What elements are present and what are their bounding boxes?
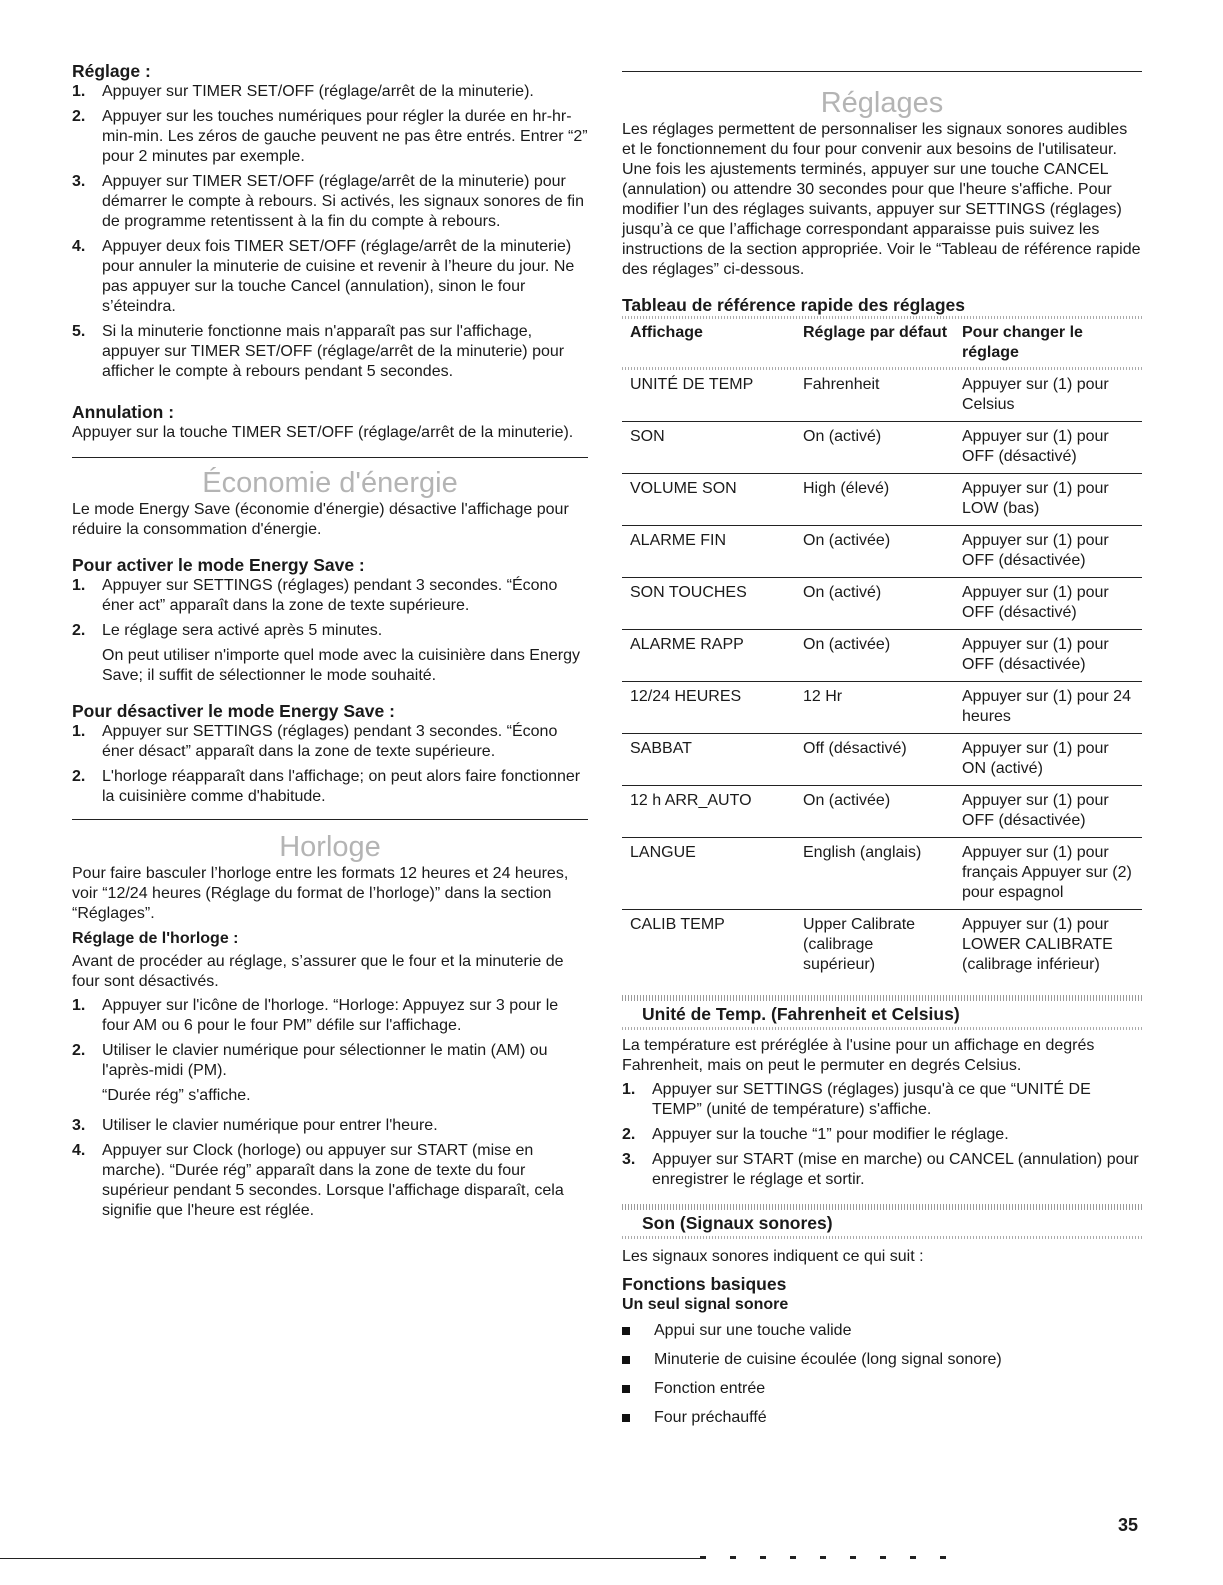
list-item: 1. Appuyer sur l'icône de l'horloge. “Horloge: Appuyez sur 3 pour le four AM ou 6 pour le four PM” défile sur l'affichage. — [72, 997, 559, 1034]
section-divider — [622, 1027, 1142, 1030]
table-header-row — [622, 319, 1142, 367]
table-cell: 12 Hr — [795, 682, 954, 734]
table-row — [622, 474, 1142, 526]
table-cell: On (activé) — [795, 578, 954, 630]
activer-steps — [72, 576, 588, 641]
list-item: Minuterie de cuisine écoulée (long signal sonore) — [622, 1350, 1142, 1370]
table-cell: 12/24 HEURES — [622, 682, 795, 734]
table-row — [622, 370, 1142, 422]
table-cell: LANGUE — [622, 838, 795, 910]
list-item: Appui sur une touche valide — [622, 1321, 1142, 1341]
table-row — [622, 786, 1142, 838]
section-divider — [622, 1236, 1142, 1239]
table-cell: On (activée) — [795, 786, 954, 838]
list-item: 4. Appuyer deux fois TIMER SET/OFF (réglage/arrêt de la minuterie) pour annuler la minuterie de cuisine et revenir à l’heure du jour. Ne pas appuyer sur la touche Cancel (annulation), sinon le four s’éteindra. — [72, 238, 575, 315]
table-cell: Appuyer sur (1) pour ON (activé) — [954, 734, 1142, 786]
list-item: 2. Utiliser le clavier numérique pour sélectionner le matin (AM) ou l'après-midi (PM). — [72, 1042, 548, 1079]
right-column — [622, 71, 1142, 1437]
activer-heading: Pour activer le mode Energy Save : — [72, 555, 365, 575]
section-divider — [622, 71, 1142, 72]
desactiver-steps — [72, 722, 588, 807]
table-cell: ALARME FIN — [622, 526, 795, 578]
list-item: 5. Si la minuterie fonctionne mais n'apparaît pas sur l'affichage, appuyer sur TIMER SET/OFF (réglage/arrêt de la minuterie) pour afficher le compte à rebours pendant 5 secondes. — [72, 323, 565, 380]
settings-table — [622, 319, 1142, 981]
unite-heading: Unité de Temp. (Fahrenheit et Celsius) — [642, 1004, 960, 1024]
table-row — [622, 682, 1142, 734]
table-cell: Appuyer sur (1) pour français Appuyer sur (2) pour espagnol — [954, 838, 1142, 910]
table-cell: Appuyer sur (1) pour OFF (désactivée) — [954, 526, 1142, 578]
table-cell: Appuyer sur (1) pour LOWER CALIBRATE (calibrage inférieur) — [962, 916, 1113, 973]
table-row — [622, 422, 1142, 474]
footer-marks — [700, 1556, 960, 1559]
reglage-heading: Réglage : — [72, 61, 151, 81]
section-divider — [72, 819, 588, 820]
list-item: 3. Appuyer sur START (mise en marche) ou CANCEL (annulation) pour enregistrer le réglage et sortir. — [622, 1151, 1139, 1188]
section-divider — [72, 457, 588, 458]
table-cell: SABBAT — [622, 734, 795, 786]
desactiver-heading: Pour désactiver le mode Energy Save : — [72, 701, 395, 721]
table-cell: ALARME RAPP — [622, 630, 795, 682]
column-header: Réglage par défaut — [803, 324, 948, 341]
table-cell: English (anglais) — [795, 838, 954, 910]
table-cell: Fahrenheit — [795, 370, 954, 422]
annulation-text: Appuyer sur la touche TIMER SET/OFF (réglage/arrêt de la minuterie). — [72, 424, 574, 441]
table-cell: High (élevé) — [795, 474, 954, 526]
horloge-steps — [72, 996, 588, 1081]
table-row — [622, 734, 1142, 786]
list-item: 2. Le réglage sera activé après 5 minutes. — [72, 622, 383, 639]
column-header: Affichage — [630, 324, 703, 341]
table-cell: On (activée) — [795, 630, 954, 682]
table-cell: Appuyer sur (1) pour OFF (désactivé) — [954, 578, 1142, 630]
horloge-steps-cont — [72, 1116, 588, 1221]
reglages-title: Réglages — [820, 87, 944, 119]
horloge-title: Horloge — [279, 831, 381, 863]
left-column — [72, 60, 588, 1221]
activer-note: On peut utiliser n'importe quel mode avec la cuisinière dans Energy Save; il suffit de sélectionner le mode souhaité. — [102, 647, 580, 684]
single-signal-heading: Un seul signal sonore — [622, 1296, 789, 1313]
list-item: 4. Appuyer sur Clock (horloge) ou appuyer sur START (mise en marche). “Durée rég” apparaît dans la zone de texte du four supérieur pendant 5 secondes. Lorsque l'affichage disparaît, cela signifie que l'heure est réglée. — [72, 1142, 564, 1219]
list-item: 1. Appuyer sur TIMER SET/OFF (réglage/arrêt de la minuterie). — [72, 83, 534, 100]
table-cell: Appuyer sur (1) pour LOW (bas) — [954, 474, 1142, 526]
table-cell: Upper Calibrate (calibrage supérieur) — [803, 916, 916, 973]
reglage-horloge-intro: Avant de procéder au réglage, s’assurer que le four et la minuterie de four sont désactivés. — [72, 953, 564, 990]
table-cell: Appuyer sur (1) pour Celsius — [954, 370, 1142, 422]
list-item: 3. Utiliser le clavier numérique pour entrer l'heure. — [72, 1117, 438, 1134]
table-cell: On (activée) — [795, 526, 954, 578]
list-item: 1. Appuyer sur SETTINGS (réglages) pendant 3 secondes. “Écono éner act” apparaît dans la zone de texte supérieure. — [72, 577, 558, 614]
list-item: 2. Appuyer sur la touche “1” pour modifier le réglage. — [622, 1126, 1009, 1143]
table-row — [622, 526, 1142, 578]
son-intro: Les signaux sonores indiquent ce qui suit : — [622, 1248, 924, 1265]
list-item: 1. Appuyer sur SETTINGS (réglages) pendant 3 secondes. “Écono éner désact” apparaît dans la zone de texte supérieure. — [72, 723, 558, 760]
annulation-heading: Annulation : — [72, 402, 175, 422]
table-cell: SON — [622, 422, 795, 474]
horloge-intro: Pour faire basculer l’horloge entre les formats 12 heures et 24 heures, voir “12/24 heures (Réglage du format de l’horloge)” dans la section “Réglages”. — [72, 865, 569, 922]
fonctions-heading: Fonctions basiques — [622, 1274, 787, 1294]
reglages-intro: Les réglages permettent de personnaliser les signaux sonores audibles et le fonctionnement du four pour convenir aux besoins de l'utilisateur. Une fois les ajustements terminés, appuyer sur une touche CANCEL (annulation) ou attendre 30 secondes pour que l'heure s'affiche. Pour modifier l’un des réglages suivants, appuyer sur SETTINGS (réglages) jusqu’à ce que l’affichage correspondant apparaisse puis suivez les instructions de la section appropriée. Voir le “Tableau de référence rapide des réglages” ci-dessous. — [622, 121, 1141, 278]
horloge-note: “Durée rég” s'affiche. — [102, 1087, 251, 1104]
economie-title: Économie d'énergie — [202, 467, 458, 499]
page-number: 35 — [1118, 1515, 1139, 1535]
list-item: Fonction entrée — [622, 1379, 1142, 1399]
list-item: 3. Appuyer sur TIMER SET/OFF (réglage/arrêt de la minuterie) pour démarrer le compte à rebours. Si activés, les signaux sonores de fin de programme retentissent à la fin du compte à rebours. — [72, 173, 585, 230]
table-cell: Appuyer sur (1) pour 24 heures — [954, 682, 1142, 734]
list-item: 1. Appuyer sur SETTINGS (réglages) jusqu'à ce que “UNITÉ DE TEMP” (unité de température) s'affiche. — [622, 1081, 1091, 1118]
table-cell: UNITÉ DE TEMP — [622, 370, 795, 422]
footer-rule — [0, 1558, 700, 1559]
son-heading: Son (Signaux sonores) — [642, 1213, 833, 1233]
table-row — [622, 630, 1142, 682]
table-cell: Appuyer sur (1) pour OFF (désactivé) — [954, 422, 1142, 474]
list-item: Four préchauffé — [622, 1408, 1142, 1428]
table-cell: Appuyer sur (1) pour OFF (désactivée) — [954, 630, 1142, 682]
signal-list — [622, 1321, 1142, 1428]
column-header: Pour changer le réglage — [962, 324, 1083, 361]
reglage-steps — [72, 82, 588, 382]
unite-intro: La température est préréglée à l'usine pour un affichage en degrés Fahrenheit, mais on peut le permuter en degrés Celsius. — [622, 1037, 1095, 1074]
reglage-horloge-heading: Réglage de l'horloge : — [72, 930, 239, 947]
table-cell: On (activé) — [795, 422, 954, 474]
list-item: 2. Appuyer sur les touches numériques pour régler la durée en hr-hr-min-min. Les zéros de gauche peuvent ne pas être entrés. Entrer “2” pour 2 minutes par exemple. — [72, 108, 588, 165]
table-title: Tableau de référence rapide des réglages — [622, 295, 966, 315]
table-cell: Off (désactivé) — [795, 734, 954, 786]
unite-steps — [622, 1080, 1142, 1190]
table-row — [622, 578, 1142, 630]
table-cell: 12 h ARR_AUTO — [622, 786, 795, 838]
table-row — [622, 910, 1142, 982]
economie-intro: Le mode Energy Save (économie d'énergie) désactive l'affichage pour réduire la consommation d'énergie. — [72, 501, 569, 538]
list-item: 2. L'horloge réapparaît dans l'affichage; on peut alors faire fonctionner la cuisinière comme d'habitude. — [72, 768, 581, 805]
table-cell: CALIB TEMP — [630, 916, 725, 933]
table-cell: VOLUME SON — [622, 474, 795, 526]
table-cell: SON TOUCHES — [622, 578, 795, 630]
table-row — [622, 838, 1142, 910]
table-cell: Appuyer sur (1) pour OFF (désactivée) — [954, 786, 1142, 838]
